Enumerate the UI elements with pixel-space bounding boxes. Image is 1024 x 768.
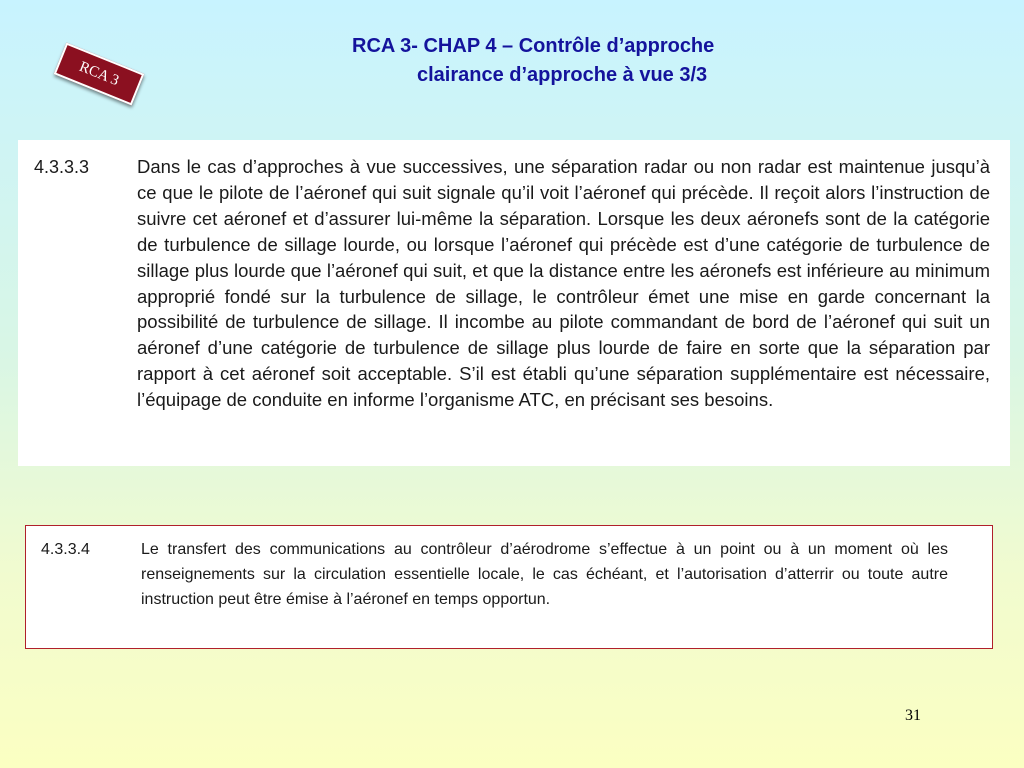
title-line-2: clairance d’approche à vue 3/3 xyxy=(417,64,708,86)
section-4333-number: 4.3.3.3 xyxy=(34,157,90,177)
section-4333-box xyxy=(18,140,1010,466)
page-number: 31 xyxy=(905,707,921,724)
title-line-1: RCA 3- CHAP 4 – Contrôle d’approche xyxy=(352,35,715,57)
slide-title xyxy=(300,32,800,90)
section-4334-number: 4.3.3.4 xyxy=(41,541,90,558)
rca3-badge xyxy=(54,43,145,106)
section-4333-text: Dans le cas d’approches à vue successives, une séparation radar ou non radar est maintenue jusqu’à ce que le pilote de l’aéronef qui suit signale qu’il voit l’aéronef qui précède. Il reçoit alors l’instruction de suivre cet aéronef et d’assurer lui-même la séparation. Lorsque les deux aéronefs sont de la catégorie de turbulence de sillage lourde, ou lorsque l’aéronef qui précède est d’une catégorie de turbulence de sillage plus lourde que l’aéronef qui suit, et que la distance entre les aéronefs est inférieure au minimum approprié fondé sur la turbulence de sillage, le contrôleur émet une mise en garde concernant la possibilité de turbulence de sillage. Il incombe au pilote commandant de bord de l’aéronef qui suit un aéronef d’une catégorie de turbulence de sillage plus lourde de faire en sorte que la séparation par rapport à cet aéronef soit acceptable. S’il est établi qu’une séparation supplémentaire est nécessaire, l’équipage de conduite en informe l’organisme ATC, en précisant ses besoins. xyxy=(137,156,990,411)
section-4334-box xyxy=(25,525,993,649)
badge-label: RCA 3 xyxy=(77,58,122,89)
section-4334-text: Le transfert des communications au contrôleur d’aérodrome s’effectue à un point ou à un moment où les renseignements sur la circulation essentielle locale, le cas échéant, et l’autorisation d’atterrir ou toute autre instruction peut être émise à l’aéronef en temps opportun. xyxy=(141,541,948,608)
